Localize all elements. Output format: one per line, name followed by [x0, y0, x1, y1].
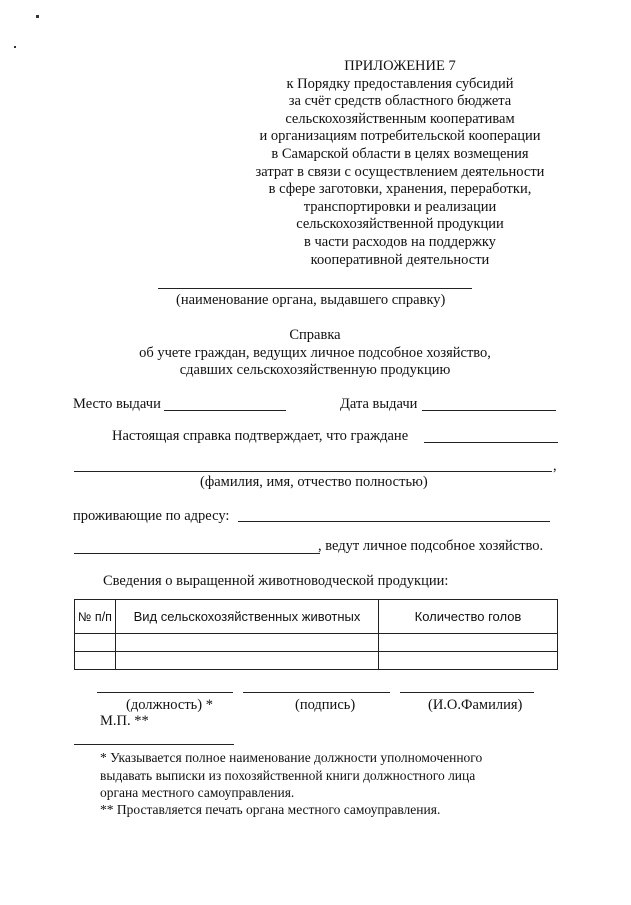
comma: , — [553, 458, 557, 474]
table-cell[interactable] — [116, 652, 379, 670]
position-caption: (должность) * — [126, 697, 213, 713]
col-number: № п/п — [75, 600, 116, 634]
name-signature-line[interactable] — [400, 692, 534, 693]
document-title — [60, 327, 570, 380]
issuer-caption: (наименование органа, выдавшего справку) — [176, 292, 446, 308]
table-header-row — [75, 600, 558, 634]
col-head-count: Количество голов — [379, 600, 558, 634]
address-label: проживающие по адресу: — [73, 508, 230, 524]
table-cell[interactable] — [75, 652, 116, 670]
appendix-line: в Самарской области в целях возмещения — [271, 145, 529, 162]
appendix-line: сельскохозяйственной продукции — [296, 216, 504, 233]
table-row — [75, 652, 558, 670]
footnote-2: ** Проставляется печать органа местного самоуправления. — [100, 802, 441, 817]
footnote-line: органа местного самоуправления. — [100, 785, 295, 800]
production-table — [74, 599, 558, 670]
footnote-1 — [100, 749, 560, 802]
table-cell[interactable] — [116, 634, 379, 652]
appendix-line: за счёт средств областного бюджета — [288, 93, 512, 110]
footnote-separator — [74, 744, 234, 745]
appendix-header — [230, 58, 570, 269]
address-field[interactable] — [238, 521, 550, 522]
footnote-line: выдавать выписки из похозяйственной книги должностного лица — [100, 767, 476, 783]
table-cell[interactable] — [75, 634, 116, 652]
household-text: , ведут личное подсобное хозяйство. — [318, 538, 544, 554]
date-field[interactable] — [422, 410, 556, 411]
appendix-line: в части расходов на поддержку — [304, 233, 496, 250]
address-field-continued[interactable] — [74, 553, 320, 554]
title-line: сдавших сельскохозяйственную продукцию — [179, 362, 451, 378]
name-caption: (фамилия, имя, отчество полностью) — [200, 474, 428, 490]
table-cell[interactable] — [379, 634, 558, 652]
table-row — [75, 634, 558, 652]
position-signature-line[interactable] — [97, 692, 233, 693]
appendix-line: к Порядку предоставления субсидий — [286, 75, 514, 92]
place-field[interactable] — [164, 410, 286, 411]
signature-caption: (подпись) — [295, 697, 356, 713]
scan-speck — [14, 46, 16, 48]
production-intro: Сведения о выращенной животноводческой продукции: — [103, 573, 449, 589]
citizens-field[interactable] — [424, 442, 558, 443]
title-line: об учете граждан, ведущих личное подсобное хозяйство, — [139, 344, 491, 361]
place-label: Место выдачи — [73, 396, 161, 412]
scan-speck — [36, 15, 39, 18]
date-label: Дата выдачи — [340, 396, 418, 412]
confirm-text: Настоящая справка подтверждает, что граждане — [112, 428, 409, 444]
issuer-blank-line[interactable] — [158, 288, 472, 289]
title-word: Справка — [289, 327, 341, 343]
appendix-line: сельскохозяйственным кооперативам — [285, 110, 515, 127]
stamp-label: М.П. ** — [100, 713, 149, 729]
citizens-field-continued[interactable] — [74, 471, 552, 472]
col-animal-type: Вид сельскохозяйственных животных — [116, 600, 379, 634]
signature-line[interactable] — [243, 692, 390, 693]
footnote-line: * Указывается полное наименование должности уполномоченного — [100, 750, 483, 765]
table-cell[interactable] — [379, 652, 558, 670]
fullname-caption: (И.О.Фамилия) — [428, 697, 523, 713]
appendix-line: транспортировки и реализации — [303, 198, 497, 215]
appendix-line: в сфере заготовки, хранения, переработки, — [268, 181, 532, 198]
appendix-line: и организациям потребительской кооперации — [259, 128, 541, 145]
appendix-line: кооперативной деятельности — [310, 251, 490, 268]
appendix-line: затрат в связи с осуществлением деятельности — [255, 163, 545, 180]
appendix-heading: ПРИЛОЖЕНИЕ 7 — [344, 58, 456, 74]
